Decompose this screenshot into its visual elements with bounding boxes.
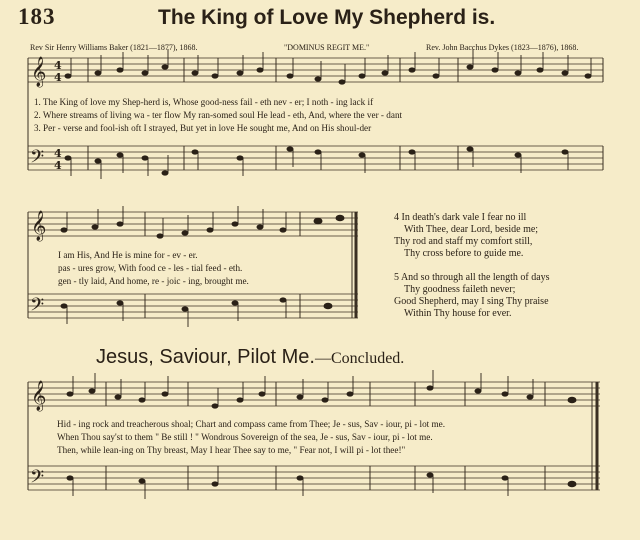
svg-text:𝄞: 𝄞 [31, 211, 47, 241]
stanza-line: Good Shepherd, may I sing Thy praise [394, 296, 549, 307]
lyric-line-3 [34, 123, 371, 133]
lyric-line-8: When Thou say'st to them " Be still ! " Wondrous Sovereign of the sea, Je - sus, Sav - iour, pi - lot me. [57, 432, 433, 442]
lyric-text: Per - verse and fool-ish oft I strayed, But yet in love He sought me, And on His shoul-der [43, 123, 372, 133]
hymn-title: The King of Love My Shepherd is. [158, 6, 496, 29]
staff-system3-treble [28, 382, 600, 406]
lyric-line-5: pas - ures grow, With food ce - les - tial feed - eth. [58, 263, 243, 273]
lyric-line-9: Then, while lean-ing on Thy breast, May I hear Thee say to me, " Fear not, I will pi - lot thee!" [57, 445, 406, 455]
svg-text:𝄢: 𝄢 [30, 467, 45, 492]
svg-text:4: 4 [54, 159, 62, 172]
hymn2-title-text: Jesus, Saviour, Pilot Me. [96, 346, 315, 368]
stanza-line: Thy rod and staff my comfort still, [394, 236, 533, 247]
stanza-5 [394, 272, 550, 319]
bass-clef-icon: 𝄢 [30, 147, 45, 172]
verse-number: 1. [34, 97, 41, 107]
lyric-text: The King of love my Shep-herd is, Whose good-ness fail - eth nev - er; I noth - ing lack if [42, 97, 374, 107]
svg-text:4: 4 [54, 147, 62, 160]
treble-clef-icon: 𝄞 [31, 57, 47, 87]
staff-system3-bass [28, 466, 600, 490]
stanza-line: And so through all the length of days [400, 272, 550, 283]
svg-text:𝄢: 𝄢 [30, 295, 45, 320]
stanza-number: 4 [394, 212, 399, 223]
stanza-number: 5 [394, 272, 399, 283]
hymn-number: 183 [18, 4, 56, 29]
svg-text:4: 4 [54, 59, 62, 72]
stanza-line: Thy goodness faileth never; [404, 284, 516, 295]
tune-name: "DOMINUS REGIT ME." [284, 43, 370, 52]
composer-credit: Rev. John Bacchus Dykes (1823—1876), 1868. [426, 43, 579, 52]
staff-system2-treble [28, 212, 358, 236]
lyric-line-2 [34, 110, 402, 120]
lyric-line-1 [34, 97, 373, 107]
svg-text:4: 4 [54, 71, 62, 84]
stanza-line: In death's dark vale I fear no ill [401, 212, 527, 223]
lyric-line-4: I am His, And He is mine for - ev - er. [58, 250, 198, 260]
stanza-line: Thy cross before to guide me. [404, 248, 524, 259]
staff-system2-bass [28, 294, 358, 318]
svg-text:𝄞: 𝄞 [31, 381, 47, 411]
hymn2-concluded: —Concluded. [314, 350, 405, 367]
verse-number: 2. [34, 110, 41, 120]
lyric-line-6: gen - tly laid, And home, re - joic - ing, brought me. [58, 276, 249, 286]
stanza-4 [394, 212, 538, 259]
staff-system1-bass [28, 146, 603, 170]
verse-number: 3. [34, 123, 41, 133]
lyric-text: Where streams of living wa - ter flow My ran-somed soul He lead - eth, And, where the ver - dant [42, 110, 403, 120]
stanza-line: Within Thy house for ever. [404, 308, 512, 319]
stanza-line: With Thee, dear Lord, beside me; [404, 224, 539, 235]
lyric-line-7: Hid - ing rock and treacherous shoal; Chart and compass came from Thee; Je - sus, Sav - iour, pi - lot me. [57, 419, 446, 429]
hymn2-title [96, 346, 404, 369]
author-credit: Rev Sir Henry Williams Baker (1821—1877), 1868. [30, 43, 198, 52]
